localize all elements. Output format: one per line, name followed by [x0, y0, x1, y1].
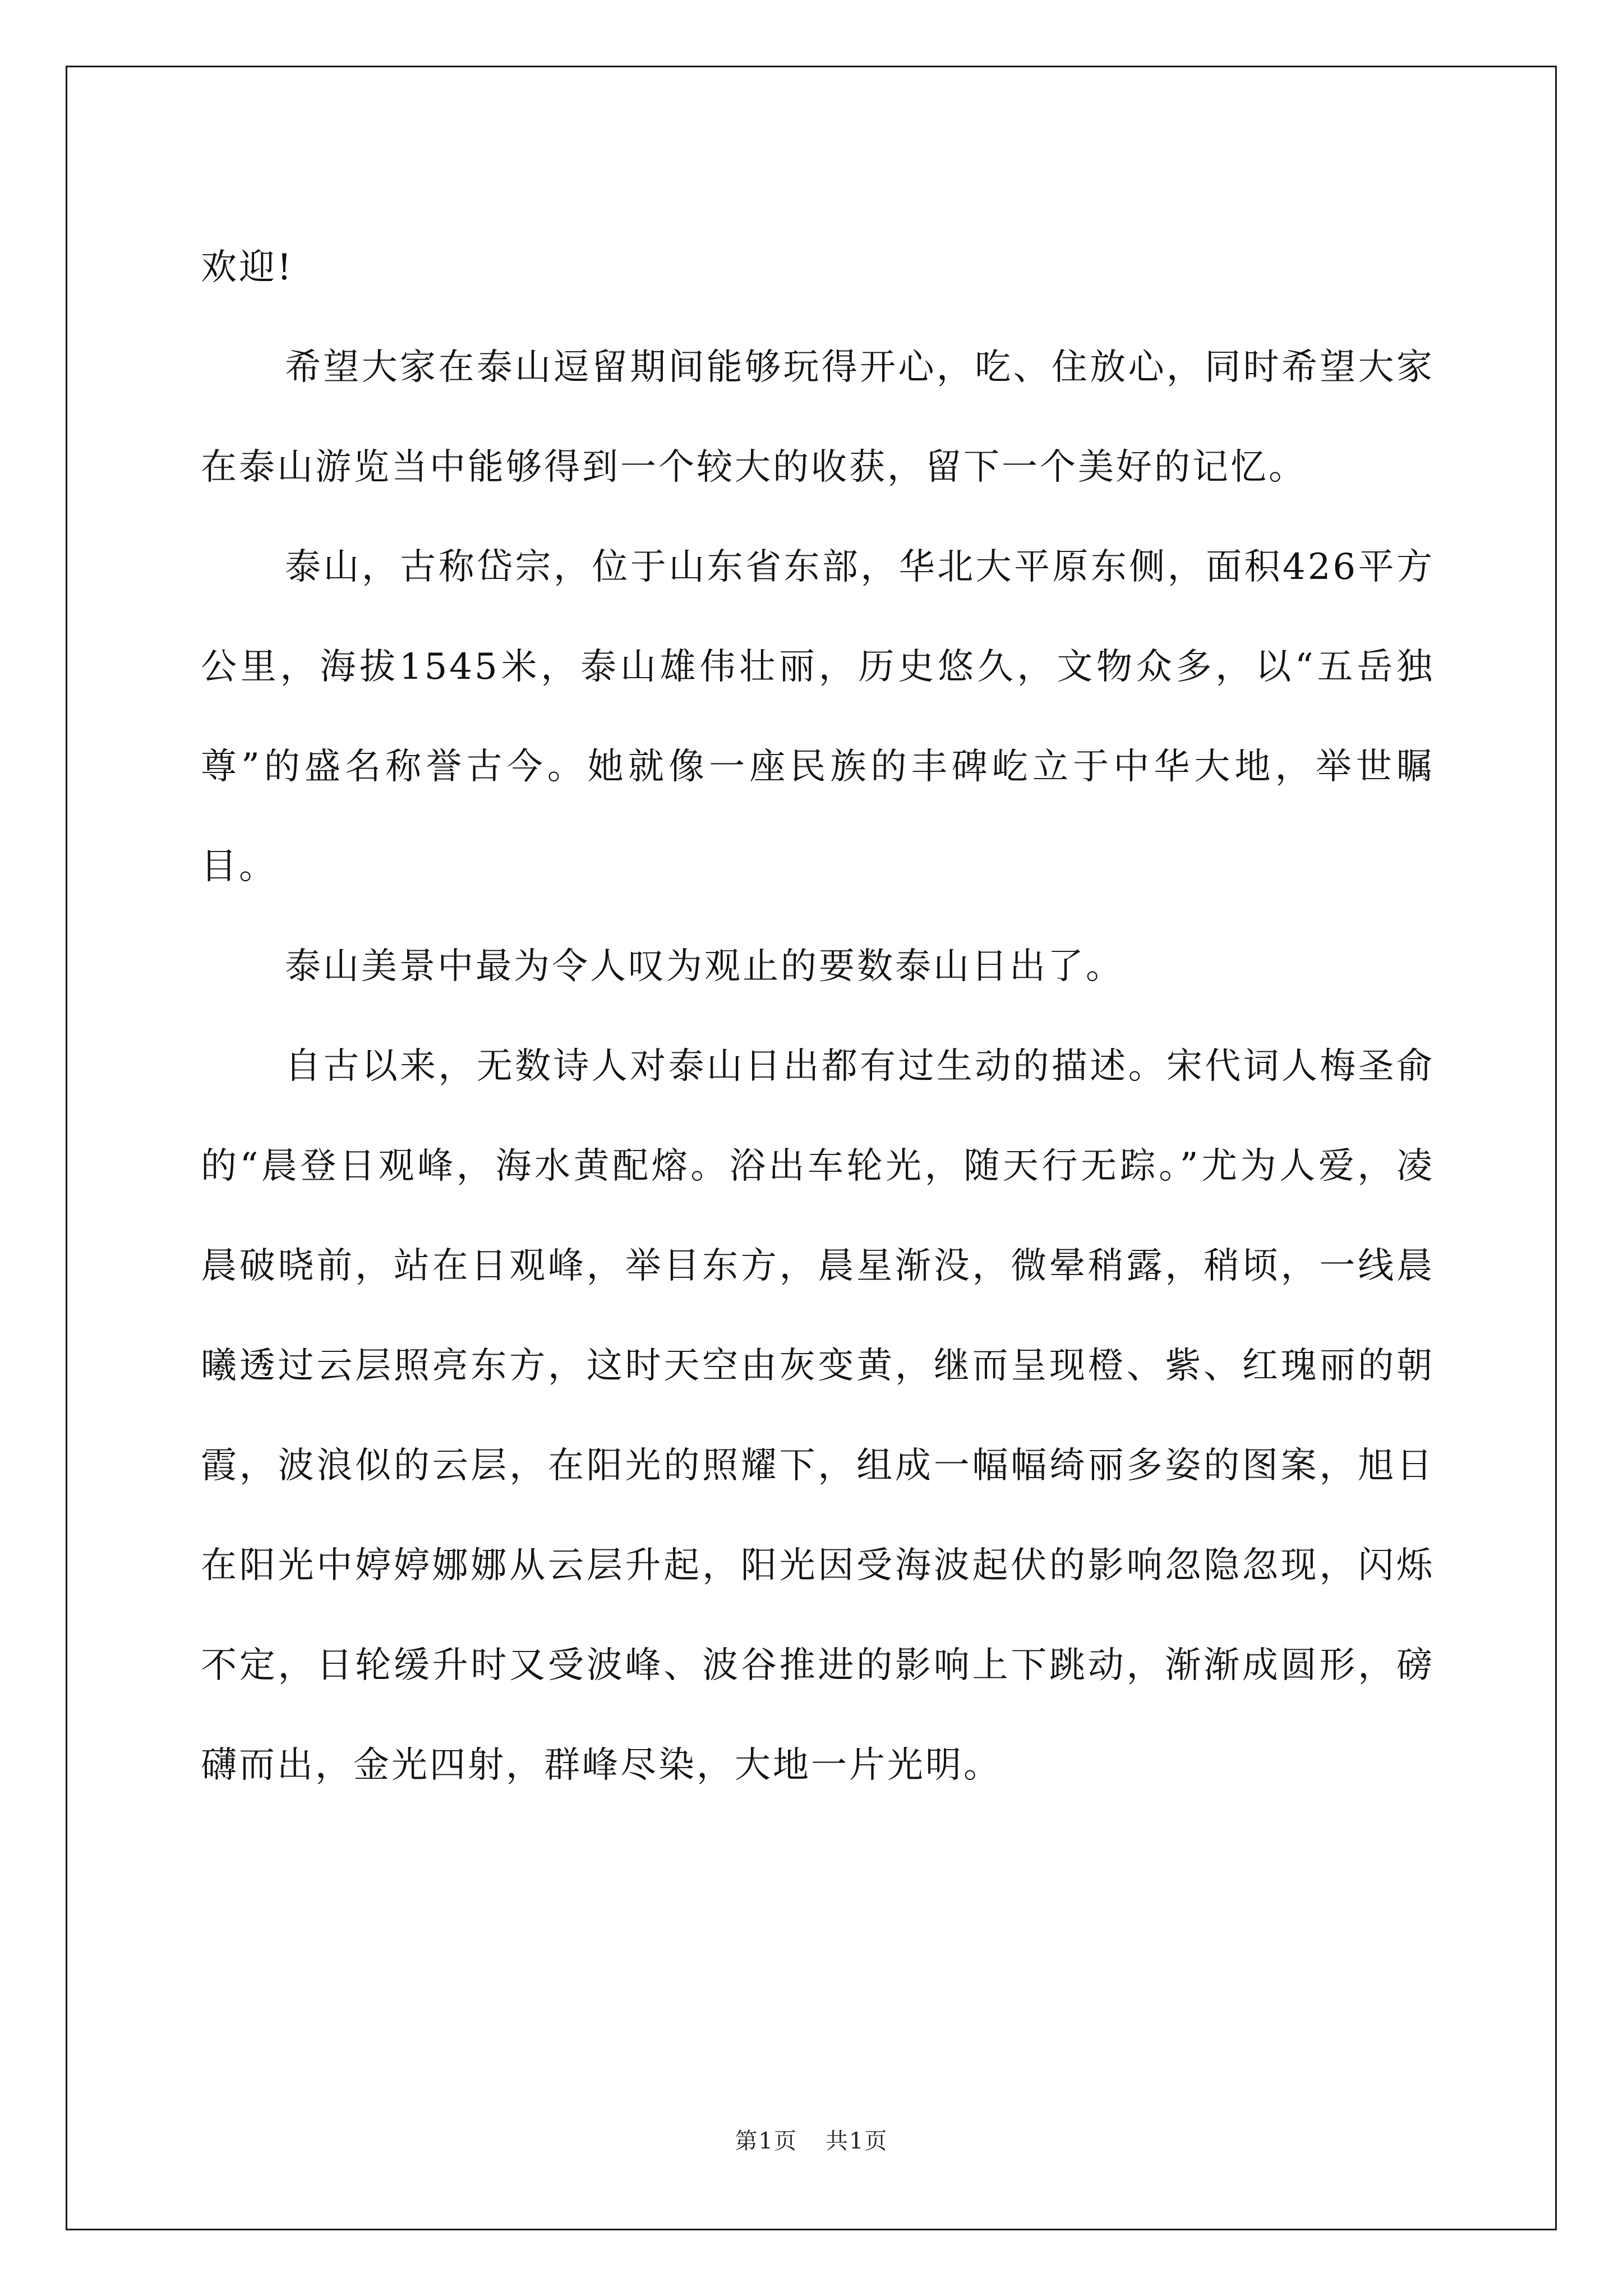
document-body: [201, 218, 1435, 1815]
paragraph-taishan-intro: 泰山，古称岱宗，位于山东省东部，华北大平原东侧，面积426平方公里，海拔1545米，泰山雄伟壮丽，历史悠久，文物众多，以“五岳独尊”的盛名称誉古今。她就像一座民族的丰碑屹立于中华大地，举世瞩目。: [201, 546, 1435, 887]
paragraph-sunrise-intro: 泰山美景中最为令人叹为观止的要数泰山日出了。: [285, 946, 1124, 987]
page-footer: [0, 2123, 1623, 2155]
paragraph-welcome: 欢迎!: [201, 247, 294, 288]
page-total: 共1页: [826, 2128, 888, 2154]
paragraph-sunrise-description: 自古以来，无数诗人对泰山日出都有过生动的描述。宋代词人梅圣俞的“晨登日观峰，海水黄配熔。浴出车轮光，随天行无踪。”尤为人爱，凌晨破晓前，站在日观峰，举目东方，晨星渐没，微晕稍露，稍顷，一线晨曦透过云层照亮东方，这时天空由灰变黄，继而呈现橙、紫、红瑰丽的朝霞，波浪似的云层，在阳光的照耀下，组成一幅幅绮丽多姿的图案，旭日在阳光中婷婷娜娜从云层升起，阳光因受海波起伏的影响忽隐忽现，闪烁不定，日轮缓升时又受波峰、波谷推进的影响上下跳动，渐渐成圆形，磅礴而出，金光四射，群峰尽染，大地一片光明。: [201, 1046, 1435, 1786]
paragraph-wishes: 希望大家在泰山逗留期间能够玩得开心，吃、住放心，同时希望大家在泰山游览当中能够得到一个较大的收获，留下一个美好的记忆。: [201, 347, 1435, 488]
page-number: 第1页: [735, 2128, 797, 2154]
